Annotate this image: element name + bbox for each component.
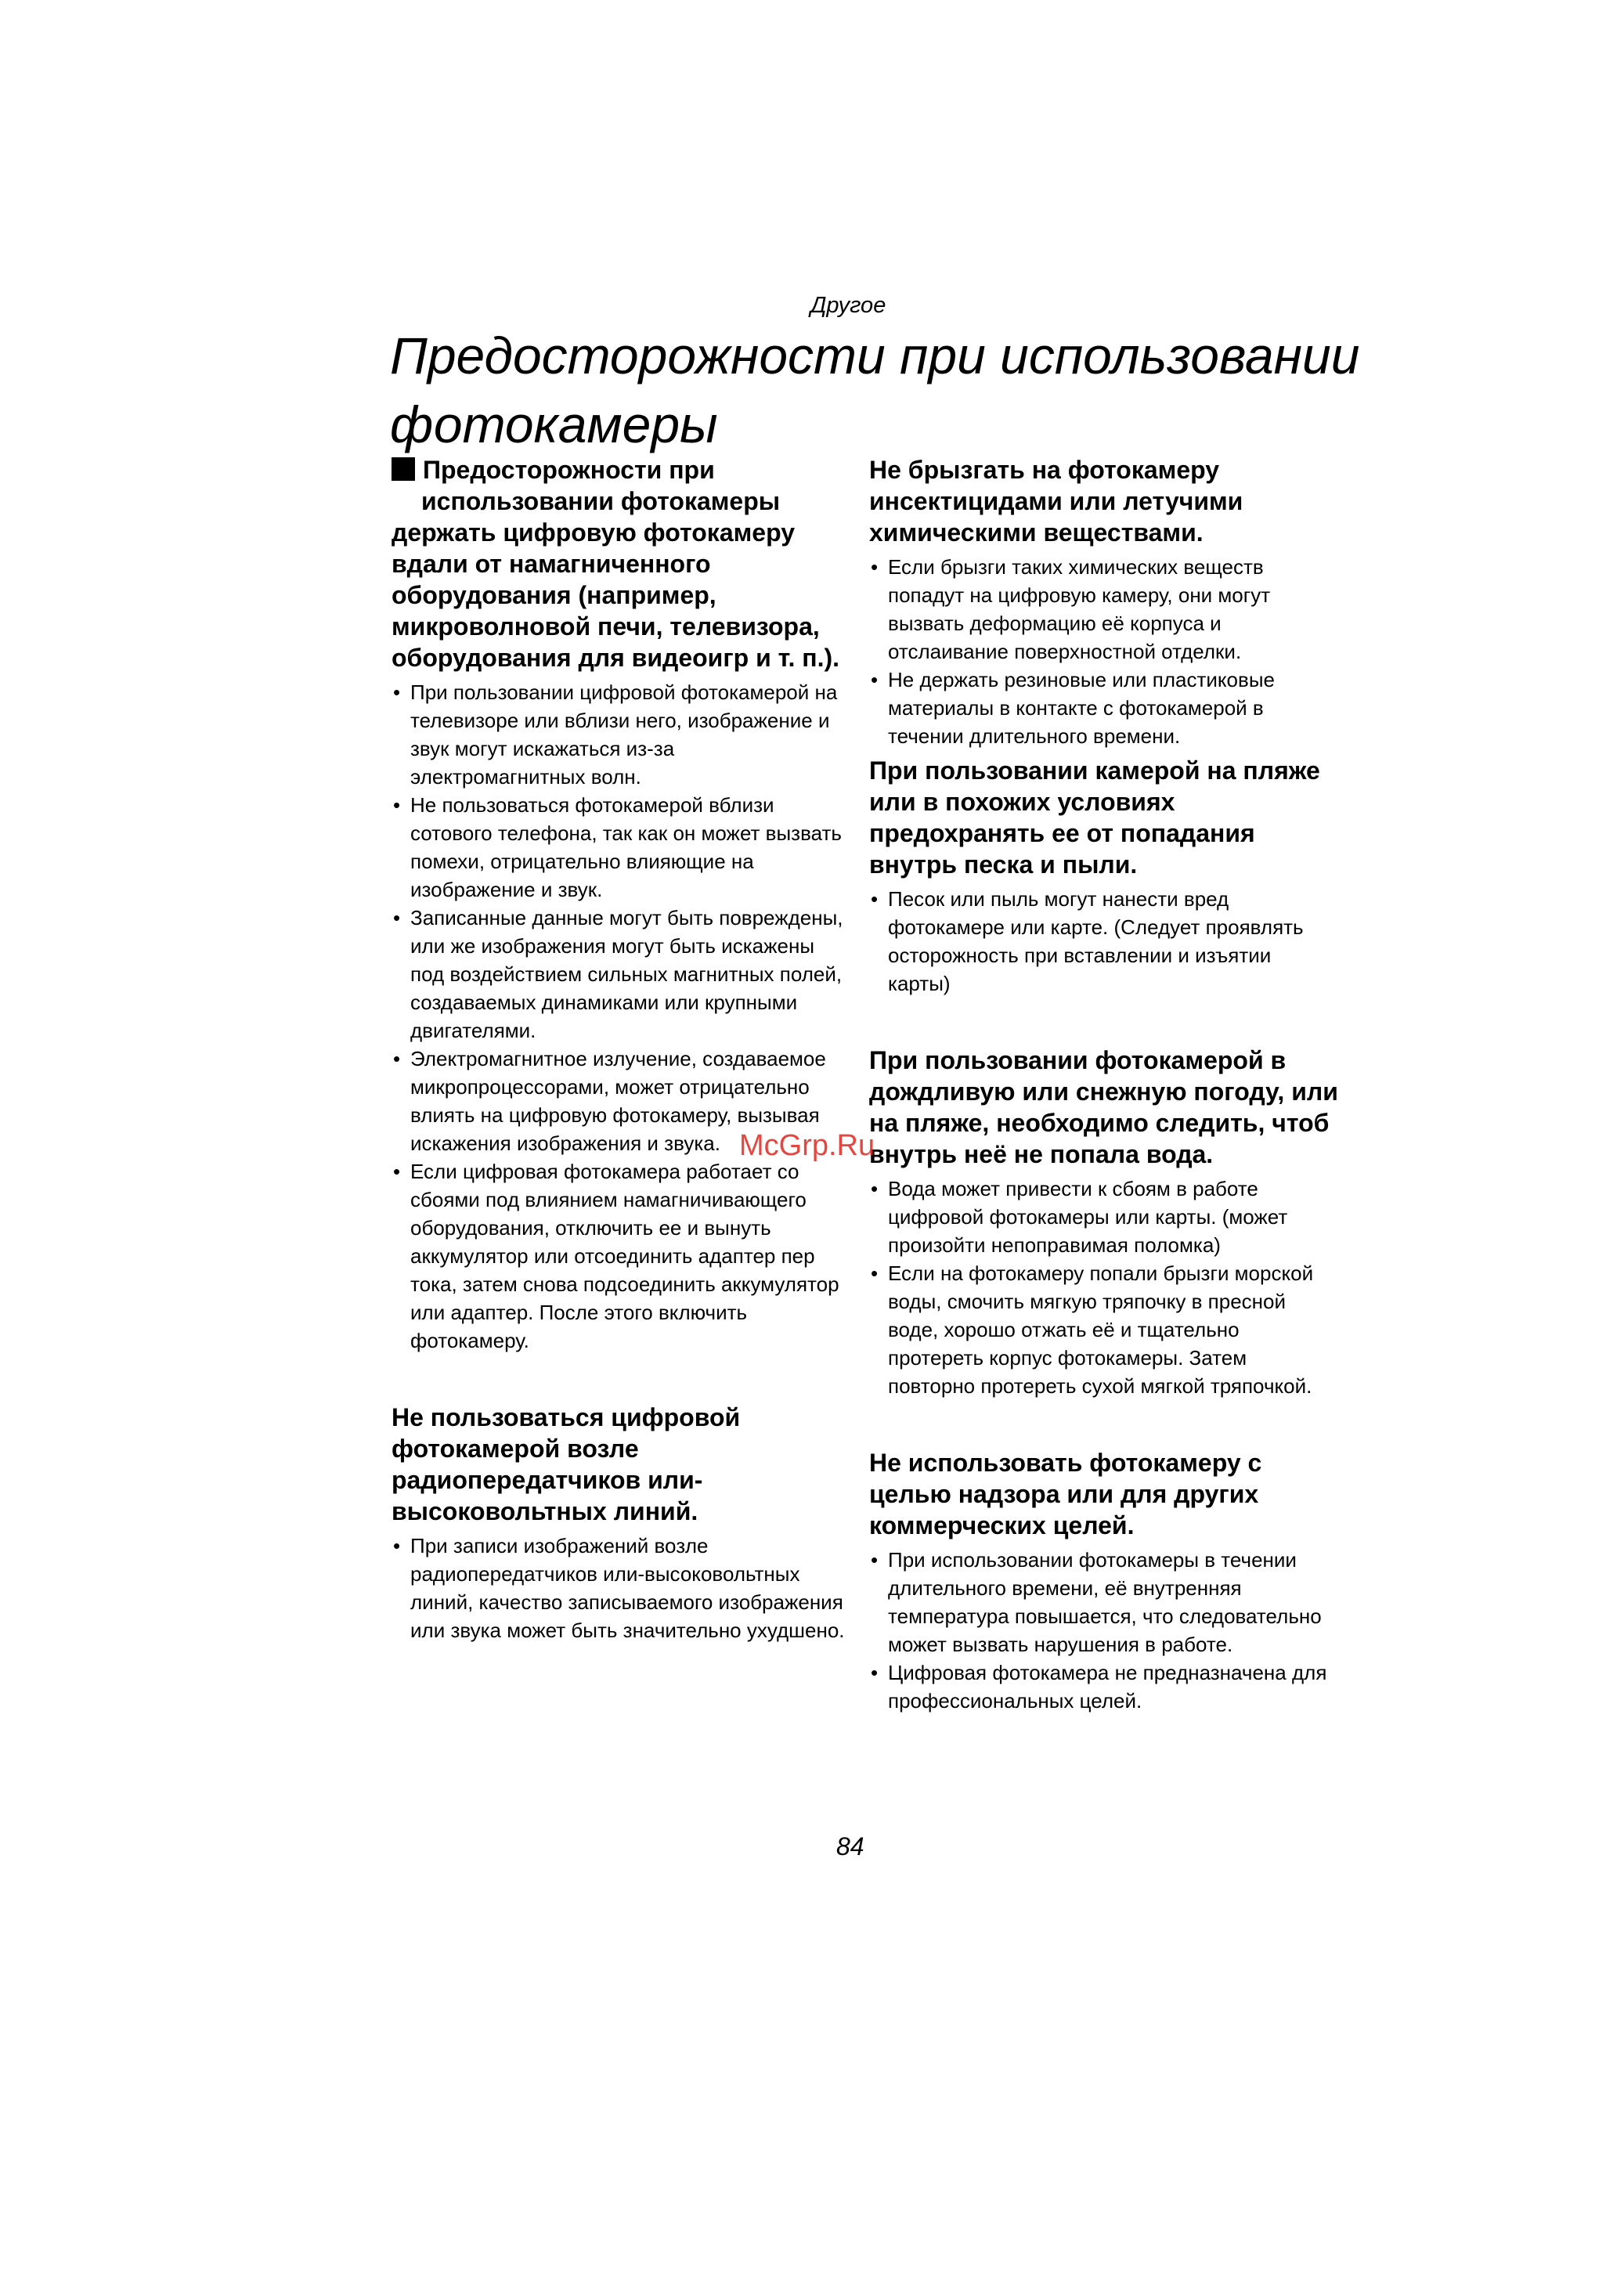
- right-block-sand: [869, 755, 1339, 998]
- subheading-commercial: Не использовать фотокамеру с целью надзора или для других коммерческих целей.: [869, 1449, 1262, 1539]
- right-block-commercial: [869, 1447, 1339, 1715]
- page-number: 84: [836, 1832, 864, 1861]
- bullet-list-sand: [869, 885, 1339, 998]
- list-item: • Не держать резиновые или пластиковые материалы в контакте с фотокамерой в течении длительного времени.: [869, 666, 1339, 750]
- bullet-list-water: [869, 1175, 1339, 1400]
- subheading-sand: При пользовании камерой на пляже или в похожих условиях предохранять ее от попадания внутрь песка и пыли.: [869, 756, 1320, 879]
- list-item: • Если цифровая фотокамера работает со сбоями под влиянием намагничивающего оборудования, отключить ее и вынуть аккумулятор или отсоединить адаптер пер тока, затем снова подсоединить аккумулятор или адаптер. После этого включить фотокамеру.: [392, 1157, 846, 1355]
- bullet-list-magnetic: [392, 678, 846, 1355]
- left-column: [392, 454, 846, 1644]
- list-item: • Цифровая фотокамера не предназначена для профессиональных целей.: [869, 1658, 1339, 1715]
- section-tag: Другое: [810, 293, 886, 318]
- list-item: • При использовании фотокамеры в течении длительного времени, её внутренняя температура повышается, что следовательно может вызвать нарушения в работе.: [869, 1546, 1339, 1658]
- subheading-chemicals: Не брызгать на фотокамеру инсектицидами или летучими химическими веществами.: [869, 456, 1243, 547]
- right-block-water: [869, 1045, 1339, 1400]
- list-item: • При пользовании цифровой фотокамерой на телевизоре или вблизи него, изображение и звук могут искажаться из-за электромагнитных волн.: [392, 678, 846, 791]
- right-block-chemicals: [869, 454, 1339, 750]
- bullet-list-radio: [392, 1532, 846, 1644]
- section-heading: [392, 454, 846, 517]
- list-item: • Вода может привести к сбоям в работе цифровой фотокамеры или карты. (может произойти непоправимая поломка): [869, 1175, 1339, 1259]
- list-item: • Не пользоваться фотокамерой вблизи сотового телефона, так как он может вызвать помехи, отрицательно влияющие на изображение и звук.: [392, 791, 846, 904]
- right-column: [869, 454, 1339, 1715]
- list-item: • Если на фотокамеру попали брызги морской воды, смочить мягкую тряпочку в пресной воде, хорошо отжать её и тщательно протереть корпус фотокамеры. Затем повторно протереть сухой мягкой тряпочкой.: [869, 1259, 1339, 1400]
- left-block-magnetic: [392, 454, 846, 1355]
- subheading-magnetic: держать цифровую фотокамеру вдали от намагниченного оборудования (например, микроволновой печи, телевизора, оборудования для видеоигр и т. п.).: [392, 518, 840, 672]
- subheading-water: При пользовании фотокамерой в дождливую или снежную погоду, или на пляже, необходимо следить, чтоб внутрь неё не попала вода.: [869, 1046, 1338, 1168]
- list-item: • Песок или пыль могут нанести вред фотокамере или карте. (Следует проявлять осторожность при вставлении и изъятии карты): [869, 885, 1339, 998]
- page-title: Предосторожности при использовании фотокамеры: [390, 327, 1360, 453]
- section-heading-line2: использовании фотокамеры: [421, 487, 781, 515]
- left-block-radio: [392, 1402, 846, 1644]
- watermark: McGrp.Ru: [739, 1129, 875, 1162]
- section-heading-line1: Предосторожности при: [423, 456, 715, 484]
- bullet-list-commercial: [869, 1546, 1339, 1715]
- list-item: • Если брызги таких химических веществ попадут на цифровую камеру, они могут вызвать деформацию её корпуса и отслаивание поверхностной отделки.: [869, 553, 1339, 666]
- subheading-radio: Не пользоваться цифровой фотокамерой возле радиопередатчиков или-высоковольтных линий.: [392, 1403, 741, 1525]
- square-bullet-icon: [392, 457, 415, 481]
- bullet-list-chemicals: [869, 553, 1339, 750]
- list-item: • Электромагнитное излучение, создаваемое микропроцессорами, может отрицательно влиять на цифровую фотокамеру, вызывая искажения изображения и звука.: [392, 1045, 846, 1157]
- list-item: • Записанные данные могут быть повреждены, или же изображения могут быть искажены под воздействием сильных магнитных полей, создаваемых динамиками или крупными двигателями.: [392, 904, 846, 1045]
- list-item: • При записи изображений возле радиопередатчиков или-высоковольтных линий, качество записываемого изображения или звука может быть значительно ухудшено.: [392, 1532, 846, 1644]
